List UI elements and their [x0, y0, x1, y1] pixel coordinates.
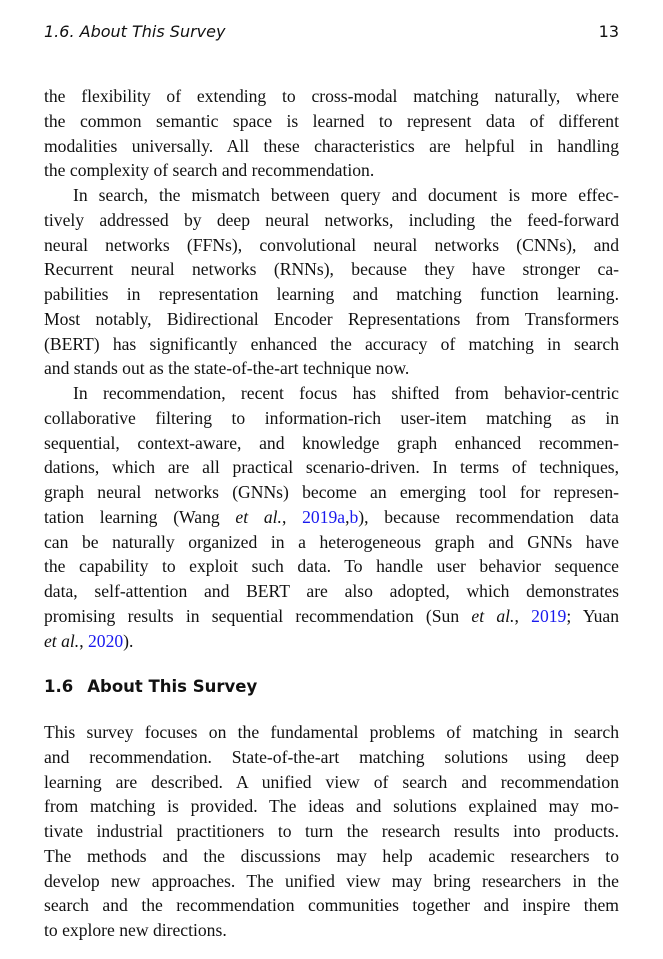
text-line: In recommendation, recent focus has shifted from behavior-centric — [73, 383, 619, 403]
text-line — [44, 505, 619, 530]
text-line: the flexibility of extending to cross-modal matching naturally, where — [44, 86, 619, 106]
section-number: 1.6 — [44, 677, 74, 696]
text-line: the common semantic space is learned to represent data of different — [44, 110, 619, 131]
text-line: the complexity of search and recommendation. — [44, 160, 375, 181]
text-line: Most notably, Bidirectional Encoder Representations from Transformers — [44, 308, 619, 329]
citation-link[interactable]: 2020 — [87, 630, 124, 651]
text-line: tivate industrial practitioners to turn the research results into products. — [44, 821, 619, 841]
text-line: The methods and the discussions may help academic researchers to — [44, 845, 619, 866]
citation-link[interactable]: b — [349, 506, 359, 527]
running-header-title: 1.6. About This Survey — [44, 22, 226, 41]
text-segment: , — [79, 630, 88, 651]
italic-text: et al. — [44, 630, 80, 651]
text-line: dations, which are all practical scenario-driven. In terms of techniques, — [44, 457, 619, 478]
text-segment: ), because recommendation data — [358, 506, 619, 527]
text-line: pabilities in representation learning and matching function learning. — [44, 284, 619, 304]
page-number: 13 — [598, 22, 619, 41]
text-line: learning are described. A unified view of search and recommendation — [44, 771, 619, 792]
text-line: In search, the mismatch between query and document is more effec- — [73, 185, 619, 205]
text-line: sequential, context-aware, and knowledge graph enhanced recommen- — [44, 432, 619, 453]
section-heading — [44, 677, 257, 696]
text-line: (BERT) has significantly enhanced the accuracy of matching in search — [44, 333, 619, 354]
text-line: to explore new directions. — [44, 920, 227, 940]
body-text-top — [44, 84, 619, 653]
text-segment: tation learning (Wang — [44, 506, 236, 527]
text-line: can be naturally organized in a heterogeneous graph and GNNs have — [44, 531, 619, 552]
text-line: graph neural networks (GNNs) become an emerging tool for represen- — [44, 482, 619, 502]
section-title: About This Survey — [87, 677, 258, 696]
text-segment: , — [345, 506, 350, 527]
text-segment: ). — [123, 630, 134, 651]
text-line: tively addressed by deep neural networks, including the feed-forward — [44, 209, 619, 230]
text-segment: , — [514, 605, 532, 626]
text-line: data, self-attention and BERT are also adopted, which demonstrates — [44, 581, 619, 601]
running-header — [44, 22, 619, 46]
text-line: collaborative filtering to information-rich user-item matching as in — [44, 407, 619, 428]
paragraph — [44, 84, 619, 183]
paragraph — [44, 183, 619, 381]
italic-text: et al. — [471, 605, 515, 626]
text-line: neural networks (FFNs), convolutional neural networks (CNNs), and — [44, 234, 619, 255]
body-text-survey — [44, 720, 619, 943]
text-line: and recommendation. State-of-the-art matching solutions using deep — [44, 746, 619, 767]
paragraph — [44, 720, 619, 943]
text-line — [44, 629, 619, 654]
text-line: and stands out as the state-of-the-art technique now. — [44, 358, 410, 379]
text-line: modalities universally. All these characteristics are helpful in handling — [44, 135, 619, 156]
citation-link[interactable]: 2019 — [531, 605, 567, 626]
text-segment: ; Yuan — [566, 605, 619, 626]
text-line: the capability to exploit such data. To handle user behavior sequence — [44, 556, 619, 577]
text-line: This survey focuses on the fundamental problems of matching in search — [44, 722, 619, 742]
text-line — [44, 604, 619, 629]
text-line: develop new approaches. The unified view may bring researchers in the — [44, 870, 619, 891]
italic-text: et al. — [235, 506, 282, 527]
text-line: search and the recommendation communities together and inspire them — [44, 895, 619, 916]
paragraph — [44, 381, 619, 653]
text-line: Recurrent neural networks (RNNs), because they have stronger ca- — [44, 259, 619, 280]
text-segment: promising results in sequential recommendation (Sun — [44, 605, 472, 626]
text-line: from matching is provided. The ideas and solutions explained may mo- — [44, 796, 619, 817]
text-segment: , — [281, 506, 303, 527]
citation-link[interactable]: 2019a — [302, 506, 346, 527]
